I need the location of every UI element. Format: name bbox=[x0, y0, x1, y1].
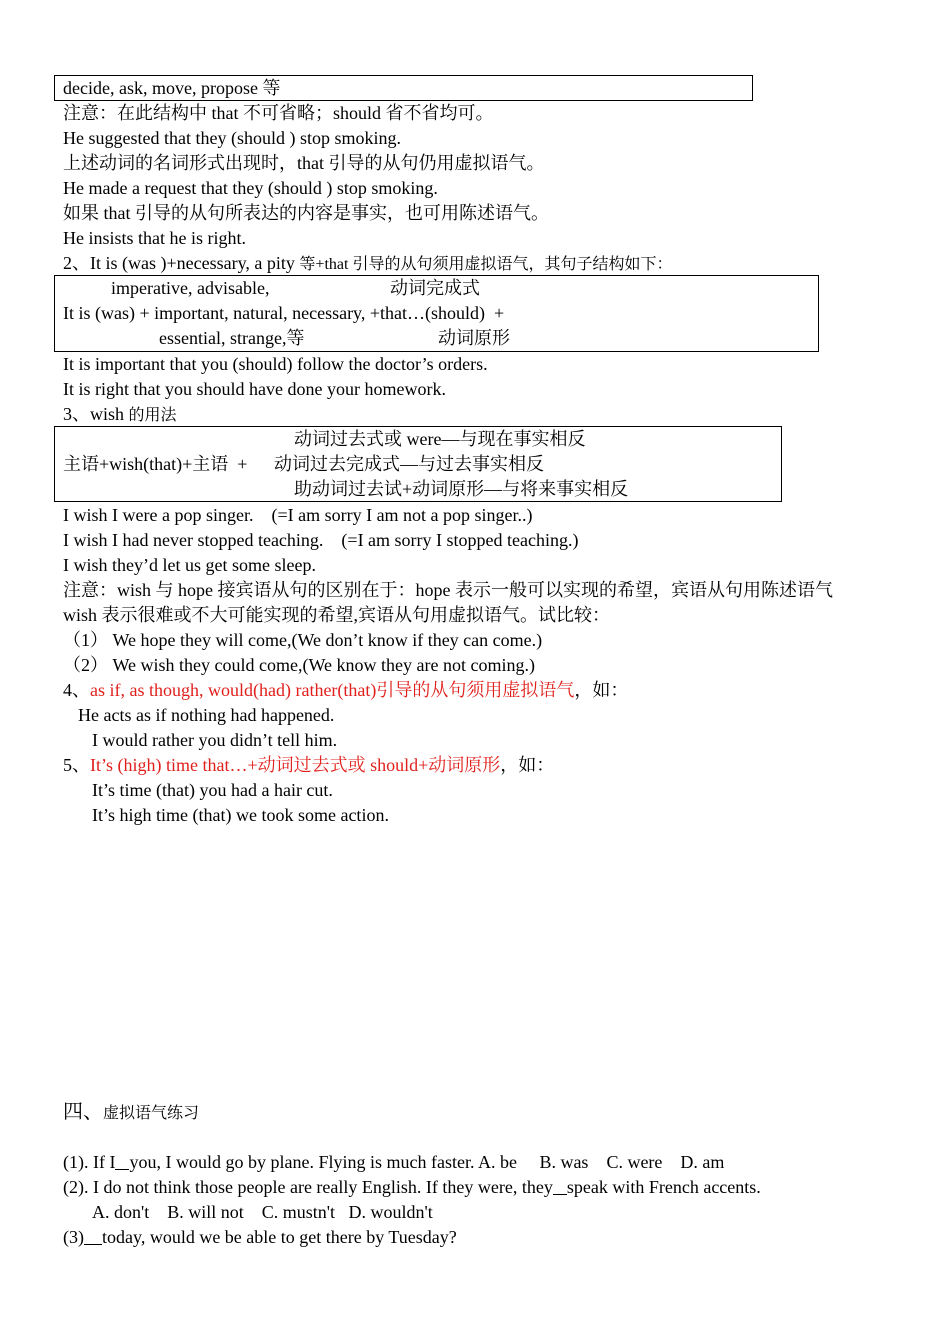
example-line: He acts as if nothing had happened. bbox=[78, 705, 335, 725]
heading-highlight: as if, as though, would(had) rather(that)引导的从句须用虚拟语气 bbox=[90, 680, 575, 700]
section-heading-4 bbox=[63, 679, 628, 701]
compare-line: （1） We hope they will come,(We don’t know if they can come.) bbox=[63, 630, 543, 650]
section-heading-5 bbox=[63, 754, 554, 776]
question-2-options: A. don't B. will not C. mustn't D. wouldn't bbox=[92, 1202, 433, 1222]
example-line: I wish I were a pop singer. (=I am sorry I am not a pop singer..) bbox=[63, 505, 533, 525]
box1-text: decide, ask, move, propose 等 bbox=[63, 78, 281, 98]
example-line: It is important that you (should) follow the doctor’s orders. bbox=[63, 354, 488, 374]
exercise-heading bbox=[63, 1101, 199, 1125]
note-line: 注意：在此结构中 that 不可省略；should 省不省均可。 bbox=[63, 103, 494, 123]
blank bbox=[115, 1153, 129, 1170]
example-line: I would rather you didn’t tell him. bbox=[92, 730, 338, 750]
blank bbox=[84, 1228, 102, 1245]
question-text: (3) bbox=[63, 1227, 84, 1247]
box2-row: It is (was) + important, natural, necessary, +that…(should) + bbox=[63, 303, 505, 323]
note-line: 注意：wish 与 hope 接宾语从句的区别在于：hope 表示一般可以实现的希望，宾语从句用陈述语气 bbox=[63, 580, 833, 600]
example-line: I wish I had never stopped teaching. (=I am sorry I stopped teaching.) bbox=[63, 530, 579, 550]
box3-row: 主语+wish(that)+主语 + bbox=[63, 454, 248, 474]
heading-num: 四、 bbox=[63, 1101, 103, 1123]
question-3 bbox=[63, 1226, 457, 1248]
heading-text: 虚拟语气练习 bbox=[103, 1105, 200, 1122]
question-text: (1). If I bbox=[63, 1152, 116, 1172]
heading-highlight: It’s (high) time that…+动词过去式或 should+动词原形 bbox=[90, 755, 501, 775]
section-heading-2 bbox=[63, 252, 672, 276]
question-2 bbox=[63, 1176, 761, 1198]
example-line: He insists that he is right. bbox=[63, 228, 246, 248]
blank bbox=[553, 1178, 567, 1195]
box2-row: imperative, advisable, bbox=[111, 278, 270, 298]
box2-row: essential, strange,等 bbox=[159, 328, 305, 348]
question-text: speak with French accents. bbox=[566, 1177, 761, 1197]
example-line: It is right that you should have done your homework. bbox=[63, 379, 446, 399]
question-text: you, I would go by plane. Flying is much faster. A. be B. was C. were D. am bbox=[129, 1152, 725, 1172]
section-heading-3 bbox=[63, 403, 177, 427]
example-line: It’s high time (that) we took some action. bbox=[92, 805, 389, 825]
question-1 bbox=[63, 1151, 724, 1173]
question-text: today, would we be able to get there by Tuesday? bbox=[102, 1227, 457, 1247]
box2-row: 动词原形 bbox=[438, 328, 510, 348]
box3-row: 动词过去完成式—与过去事实相反 bbox=[274, 454, 544, 474]
heading-part: 的用法 bbox=[128, 407, 177, 424]
example-line: I wish they’d let us get some sleep. bbox=[63, 555, 316, 575]
note-line: 上述动词的名词形式出现时，that 引导的从句仍用虚拟语气。 bbox=[63, 153, 545, 173]
box3-row: 助动词过去试+动词原形—与将来事实相反 bbox=[294, 479, 629, 499]
heading-part: ，如： bbox=[574, 680, 629, 700]
note-line: wish 表示很难或不大可能实现的希望,宾语从句用虚拟语气。试比较： bbox=[63, 605, 611, 625]
heading-part: 4、 bbox=[63, 680, 90, 700]
example-line: He made a request that they (should ) stop smoking. bbox=[63, 178, 438, 198]
heading-part: 3、wish bbox=[63, 404, 129, 424]
box3-row: 动词过去式或 were—与现在事实相反 bbox=[294, 429, 586, 449]
note-line: 如果 that 引导的从句所表达的内容是事实，也可用陈述语气。 bbox=[63, 203, 549, 223]
example-line: It’s time (that) you had a hair cut. bbox=[92, 780, 333, 800]
example-line: He suggested that they (should ) stop smoking. bbox=[63, 128, 401, 148]
compare-line: （2） We wish they could come,(We know they are not coming.) bbox=[63, 655, 535, 675]
question-text: (2). I do not think those people are really English. If they were, they bbox=[63, 1177, 553, 1197]
box2-row: 动词完成式 bbox=[390, 278, 480, 298]
heading-part: 等+that 引导的从句须用虚拟语气，其句子结构如下： bbox=[299, 256, 673, 273]
heading-part: ，如： bbox=[500, 755, 555, 775]
heading-part: 5、 bbox=[63, 755, 90, 775]
heading-part: 2、It is (was )+necessary, a pity bbox=[63, 253, 300, 273]
